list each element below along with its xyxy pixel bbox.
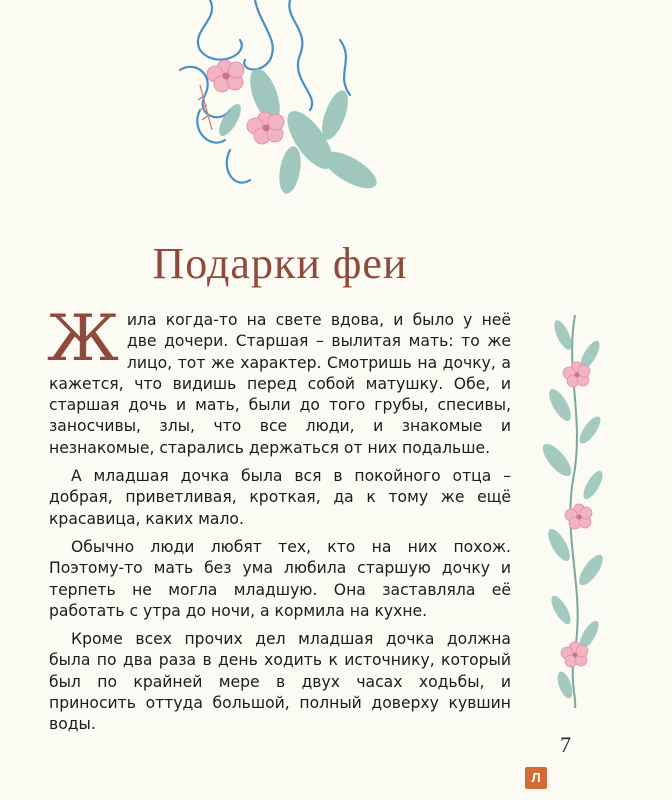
page-number: 7 xyxy=(560,732,571,757)
paragraph-1: Жила когда-то на свете вдова, и было у неё две дочери. Старшая – вылитая мать: то же лицо, тот же характер. Смотришь на дочку, а кажется, что видишь перед собой матушку. Обе, и старшая дочь и мать, были до того грубы, спесивы, заносчивы, злы, что все люди, и знакомые и незнакомые, старались держаться от них подальше. xyxy=(47,302,511,457)
top-floral-ornament xyxy=(160,0,400,215)
story-text xyxy=(47,302,511,736)
side-floral-ornament xyxy=(535,310,615,710)
paragraph-2: А младшая дочка была вся в покойного отца – добрая, приветливая, кроткая, да к тому же ещё красавица, каких мало. xyxy=(49,467,511,528)
paragraph-4: Кроме всех прочих дел младшая дочка должна была по два раза в день ходить к источнику, который был по крайней мере в двух часах ходьбы, и приносить оттуда большой, полный доверху кувшин воды. xyxy=(49,630,511,734)
chapter-title: Подарки феи xyxy=(152,239,408,288)
corner-badge: Л xyxy=(525,767,547,789)
drop-cap: Ж xyxy=(47,302,119,376)
paragraph-3: Обычно люди любят тех, кто на них похож. Поэтому-то мать без ума любила старшую дочку и терпеть не могла младшую. Она заставляла её работать с утра до ночи, а кормила на кухне. xyxy=(49,537,511,620)
